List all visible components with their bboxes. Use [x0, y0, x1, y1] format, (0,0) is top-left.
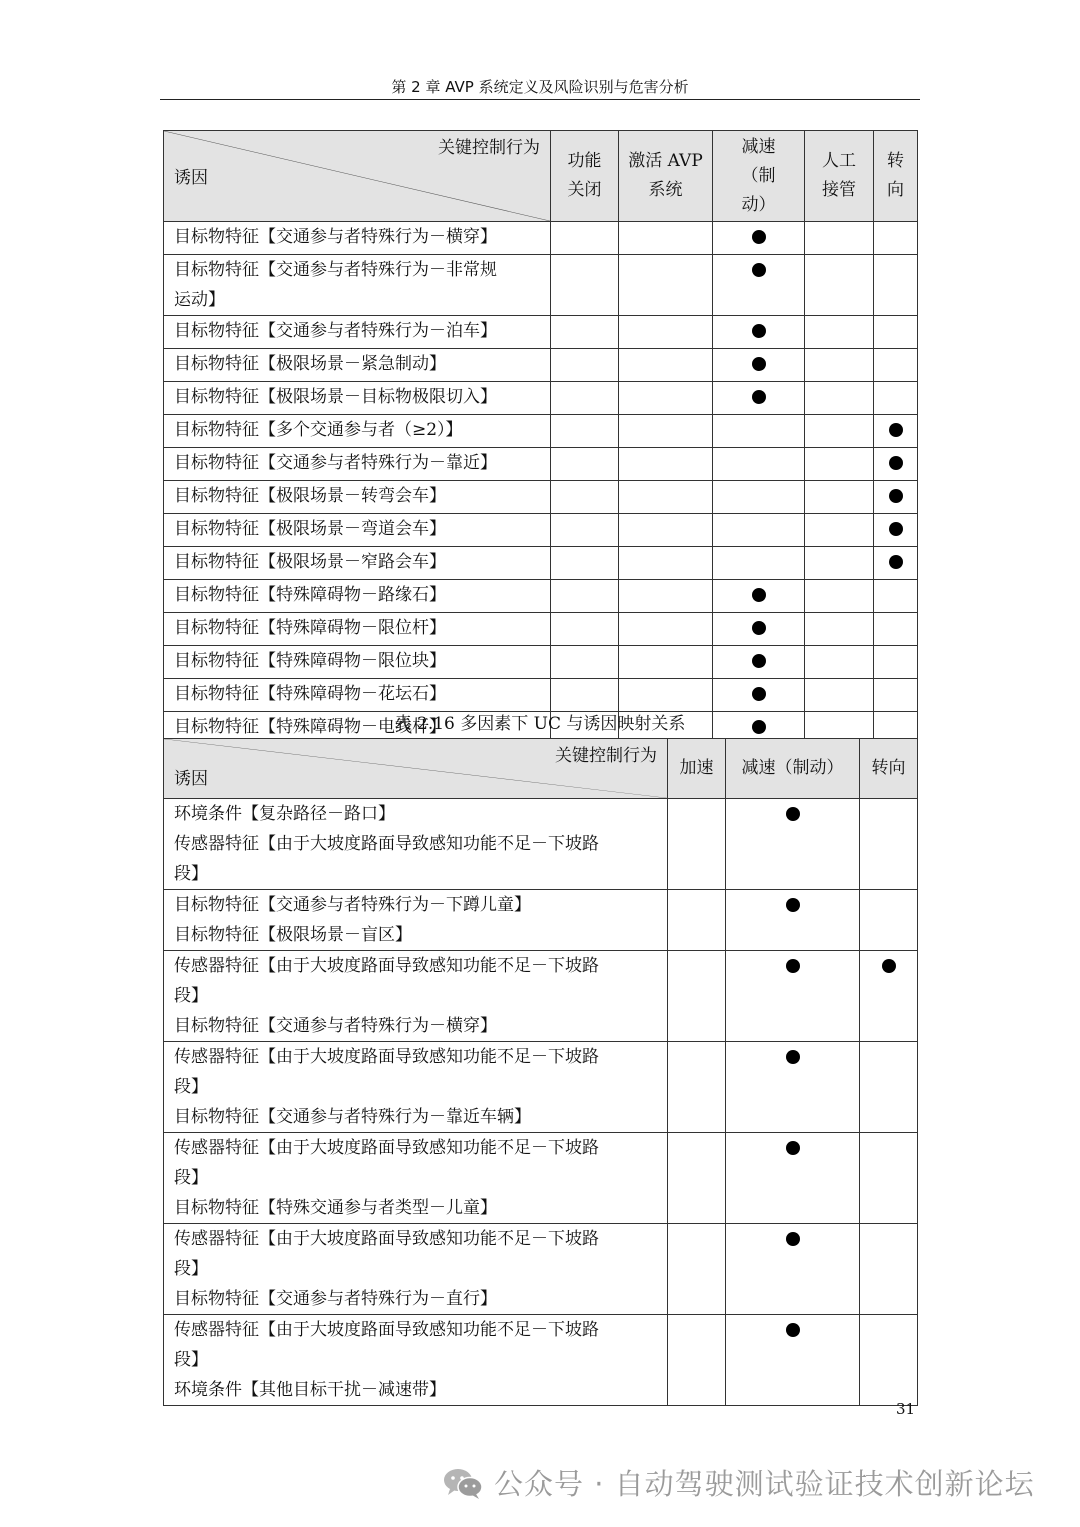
mark-cell	[860, 799, 918, 890]
mark-cell	[619, 415, 713, 448]
filled-dot-icon	[752, 357, 766, 371]
mark-cell	[551, 613, 619, 646]
mark-cell	[805, 679, 874, 712]
mark-cell	[713, 222, 805, 255]
column-header-accelerate: 加速	[668, 739, 726, 799]
mark-cell	[551, 255, 619, 316]
mark-cell	[805, 547, 874, 580]
table-row	[164, 349, 918, 382]
cause-cell	[164, 448, 551, 481]
table-row	[164, 448, 918, 481]
filled-dot-icon	[786, 1323, 800, 1337]
mark-cell	[860, 1224, 918, 1315]
table-row	[164, 547, 918, 580]
cause-text: 目标物特征【特殊障碍物－限位块】	[174, 651, 446, 671]
filled-dot-icon	[889, 423, 903, 437]
mark-cell	[874, 222, 918, 255]
mark-cell	[619, 646, 713, 679]
mark-cell	[805, 481, 874, 514]
mark-cell	[726, 890, 860, 951]
mark-cell	[805, 222, 874, 255]
mark-cell	[726, 799, 860, 890]
cause-text: 目标物特征【特殊交通参与者类型－儿童】	[174, 1198, 497, 1218]
mark-cell	[874, 646, 918, 679]
mark-cell	[619, 679, 713, 712]
mark-cell	[860, 1315, 918, 1406]
cause-cell	[164, 646, 551, 679]
mark-cell	[713, 547, 805, 580]
filled-dot-icon	[752, 654, 766, 668]
mark-cell	[713, 646, 805, 679]
cause-text: 目标物特征【特殊障碍物－花坛石】	[174, 684, 446, 704]
mark-cell	[805, 316, 874, 349]
table-row	[164, 951, 918, 1042]
mark-cell	[874, 415, 918, 448]
cause-label: 诱因	[174, 168, 208, 188]
mark-cell	[874, 613, 918, 646]
mark-cell	[805, 514, 874, 547]
mark-cell	[805, 255, 874, 316]
mark-cell	[874, 481, 918, 514]
mark-cell	[860, 1133, 918, 1224]
filled-dot-icon	[752, 263, 766, 277]
mark-cell	[668, 1315, 726, 1406]
mark-cell	[619, 255, 713, 316]
mark-cell	[551, 222, 619, 255]
mark-cell	[805, 646, 874, 679]
mark-cell	[668, 951, 726, 1042]
mark-cell	[874, 382, 918, 415]
cause-text: 传感器特征【由于大坡度路面导致感知功能不足－下坡路	[174, 1320, 599, 1340]
cause-cell	[164, 349, 551, 382]
column-header-steering: 转 向	[874, 131, 918, 222]
table-row	[164, 679, 918, 712]
mark-cell	[713, 415, 805, 448]
mark-cell	[713, 316, 805, 349]
mark-cell	[874, 679, 918, 712]
table-row	[164, 481, 918, 514]
cause-text: 目标物特征【特殊障碍物－路缘石】	[174, 585, 446, 605]
mark-cell	[713, 580, 805, 613]
mark-cell	[551, 679, 619, 712]
mark-cell	[619, 580, 713, 613]
table-row	[164, 613, 918, 646]
filled-dot-icon	[889, 522, 903, 536]
mark-cell	[619, 222, 713, 255]
cause-cell	[164, 890, 668, 951]
table1-header-row	[164, 131, 918, 222]
table-row	[164, 255, 918, 316]
mark-cell	[874, 580, 918, 613]
cause-cell	[164, 481, 551, 514]
cause-text: 目标物特征【极限场景－紧急制动】	[174, 354, 446, 374]
cause-text: 目标物特征【极限场景－目标物极限切入】	[174, 387, 497, 407]
column-header-function-off: 功能 关闭	[551, 131, 619, 222]
cause-text: 目标物特征【特殊障碍物－电线杆】	[174, 717, 446, 737]
table-row	[164, 799, 918, 890]
mark-cell	[668, 1042, 726, 1133]
mark-cell	[726, 951, 860, 1042]
page-header-title: 第 2 章 AVP 系统定义及风险识别与危害分析	[391, 78, 689, 96]
cause-cell	[164, 415, 551, 448]
table-row	[164, 222, 918, 255]
column-header-steering: 转向	[860, 739, 918, 799]
mark-cell	[668, 1133, 726, 1224]
cause-text: 段】	[174, 1077, 208, 1097]
cause-cell	[164, 951, 668, 1042]
table-row	[164, 415, 918, 448]
mark-cell	[874, 547, 918, 580]
control-behavior-label: 关键控制行为	[555, 746, 657, 766]
column-header-decelerate-brake: 减速（制动）	[726, 739, 860, 799]
cause-cell	[164, 255, 551, 316]
cause-cell	[164, 222, 551, 255]
mark-cell	[551, 580, 619, 613]
cause-text: 段】	[174, 864, 208, 884]
filled-dot-icon	[752, 324, 766, 338]
cause-text: 目标物特征【交通参与者特殊行为－泊车】	[174, 321, 497, 341]
mark-cell	[713, 481, 805, 514]
cause-text: 传感器特征【由于大坡度路面导致感知功能不足－下坡路	[174, 834, 599, 854]
table-row	[164, 580, 918, 613]
cause-text: 目标物特征【交通参与者特殊行为－下蹲儿童】	[174, 895, 531, 915]
mark-cell	[805, 349, 874, 382]
cause-cell	[164, 316, 551, 349]
filled-dot-icon	[889, 555, 903, 569]
table-row	[164, 316, 918, 349]
table1-corner-cell	[164, 131, 551, 222]
table-uc-single-factor	[163, 130, 918, 745]
cause-text: 目标物特征【极限场景－弯道会车】	[174, 519, 446, 539]
mark-cell	[551, 316, 619, 349]
mark-cell	[551, 382, 619, 415]
cause-text: 目标物特征【多个交通参与者（≥2）】	[174, 420, 463, 440]
mark-cell	[619, 349, 713, 382]
mark-cell	[713, 679, 805, 712]
table-row	[164, 646, 918, 679]
cause-text: 目标物特征【交通参与者特殊行为－横穿】	[174, 227, 497, 247]
cause-text: 传感器特征【由于大坡度路面导致感知功能不足－下坡路	[174, 956, 599, 976]
table2-header-row	[164, 739, 918, 799]
table-row	[164, 890, 918, 951]
header-rule	[160, 99, 920, 100]
cause-cell	[164, 514, 551, 547]
mark-cell	[619, 382, 713, 415]
mark-cell	[668, 890, 726, 951]
table-uc-multi-factor	[163, 738, 918, 1406]
watermark-text: 公众号 · 自动驾驶测试验证技术创新论坛	[494, 1467, 1035, 1501]
mark-cell	[619, 481, 713, 514]
filled-dot-icon	[752, 230, 766, 244]
cause-text: 目标物特征【交通参与者特殊行为－靠近】	[174, 453, 497, 473]
filled-dot-icon	[786, 959, 800, 973]
cause-cell	[164, 1224, 668, 1315]
cause-text: 传感器特征【由于大坡度路面导致感知功能不足－下坡路	[174, 1047, 599, 1067]
cause-text: 段】	[174, 1259, 208, 1279]
table-row	[164, 1042, 918, 1133]
cause-cell	[164, 1315, 668, 1406]
table2-corner-cell	[164, 739, 668, 799]
filled-dot-icon	[786, 898, 800, 912]
cause-text: 目标物特征【交通参与者特殊行为－直行】	[174, 1289, 497, 1309]
mark-cell	[619, 316, 713, 349]
cause-text: 环境条件【其他目标干扰－减速带】	[174, 1380, 446, 1400]
mark-cell	[860, 951, 918, 1042]
mark-cell	[860, 1042, 918, 1133]
mark-cell	[860, 890, 918, 951]
mark-cell	[619, 547, 713, 580]
wechat-icon	[442, 1465, 484, 1501]
filled-dot-icon	[752, 588, 766, 602]
mark-cell	[805, 382, 874, 415]
table-caption: 表 2.16 多因素下 UC 与诱因映射关系	[394, 714, 686, 734]
mark-cell	[874, 255, 918, 316]
mark-cell	[726, 1133, 860, 1224]
cause-text: 段】	[174, 1168, 208, 1188]
mark-cell	[668, 1224, 726, 1315]
cause-text: 目标物特征【极限场景－窄路会车】	[174, 552, 446, 572]
mark-cell	[874, 349, 918, 382]
mark-cell	[713, 382, 805, 415]
mark-cell	[668, 799, 726, 890]
mark-cell	[713, 255, 805, 316]
cause-cell	[164, 799, 668, 890]
cause-cell	[164, 679, 551, 712]
cause-text: 运动】	[174, 290, 225, 310]
mark-cell	[726, 1315, 860, 1406]
cause-cell	[164, 1042, 668, 1133]
filled-dot-icon	[752, 687, 766, 701]
mark-cell	[726, 1224, 860, 1315]
cause-text: 传感器特征【由于大坡度路面导致感知功能不足－下坡路	[174, 1138, 599, 1158]
filled-dot-icon	[752, 390, 766, 404]
cause-text: 目标物特征【特殊障碍物－限位杆】	[174, 618, 446, 638]
filled-dot-icon	[786, 1232, 800, 1246]
column-header-activate-avp: 激活 AVP 系统	[619, 131, 713, 222]
filled-dot-icon	[889, 456, 903, 470]
cause-text: 环境条件【复杂路径－路口】	[174, 804, 395, 824]
mark-cell	[713, 613, 805, 646]
mark-cell	[551, 481, 619, 514]
filled-dot-icon	[786, 1141, 800, 1155]
filled-dot-icon	[786, 807, 800, 821]
mark-cell	[551, 415, 619, 448]
mark-cell	[874, 448, 918, 481]
mark-cell	[874, 316, 918, 349]
filled-dot-icon	[786, 1050, 800, 1064]
mark-cell	[619, 613, 713, 646]
table-row	[164, 514, 918, 547]
mark-cell	[805, 448, 874, 481]
cause-text: 目标物特征【极限场景－转弯会车】	[174, 486, 446, 506]
cause-cell	[164, 382, 551, 415]
mark-cell	[551, 547, 619, 580]
cause-text: 传感器特征【由于大坡度路面导致感知功能不足－下坡路	[174, 1229, 599, 1249]
mark-cell	[551, 514, 619, 547]
cause-label: 诱因	[174, 769, 208, 789]
mark-cell	[805, 415, 874, 448]
table-row	[164, 1315, 918, 1406]
table-row	[164, 382, 918, 415]
mark-cell	[713, 514, 805, 547]
mark-cell	[874, 514, 918, 547]
mark-cell	[619, 448, 713, 481]
table-row	[164, 1133, 918, 1224]
column-header-decelerate: 减速 （制 动）	[713, 131, 805, 222]
filled-dot-icon	[882, 959, 896, 973]
cause-text: 段】	[174, 986, 208, 1006]
cause-cell	[164, 547, 551, 580]
cause-text: 段】	[174, 1350, 208, 1370]
table-row	[164, 1224, 918, 1315]
watermark	[442, 1462, 1035, 1503]
mark-cell	[551, 646, 619, 679]
mark-cell	[713, 349, 805, 382]
filled-dot-icon	[752, 621, 766, 635]
mark-cell	[551, 349, 619, 382]
cause-cell	[164, 613, 551, 646]
filled-dot-icon	[889, 489, 903, 503]
cause-text: 目标物特征【交通参与者特殊行为－横穿】	[174, 1016, 497, 1036]
column-header-manual-takeover: 人工 接管	[805, 131, 874, 222]
mark-cell	[805, 613, 874, 646]
mark-cell	[726, 1042, 860, 1133]
mark-cell	[619, 514, 713, 547]
control-behavior-label: 关键控制行为	[438, 138, 540, 158]
page-number: 31	[896, 1400, 916, 1418]
cause-text: 目标物特征【极限场景－盲区】	[174, 925, 412, 945]
mark-cell	[551, 448, 619, 481]
cause-cell	[164, 1133, 668, 1224]
mark-cell	[713, 448, 805, 481]
cause-text: 目标物特征【交通参与者特殊行为－靠近车辆】	[174, 1107, 531, 1127]
cause-cell	[164, 580, 551, 613]
mark-cell	[805, 580, 874, 613]
cause-text: 目标物特征【交通参与者特殊行为－非常规	[174, 260, 497, 280]
